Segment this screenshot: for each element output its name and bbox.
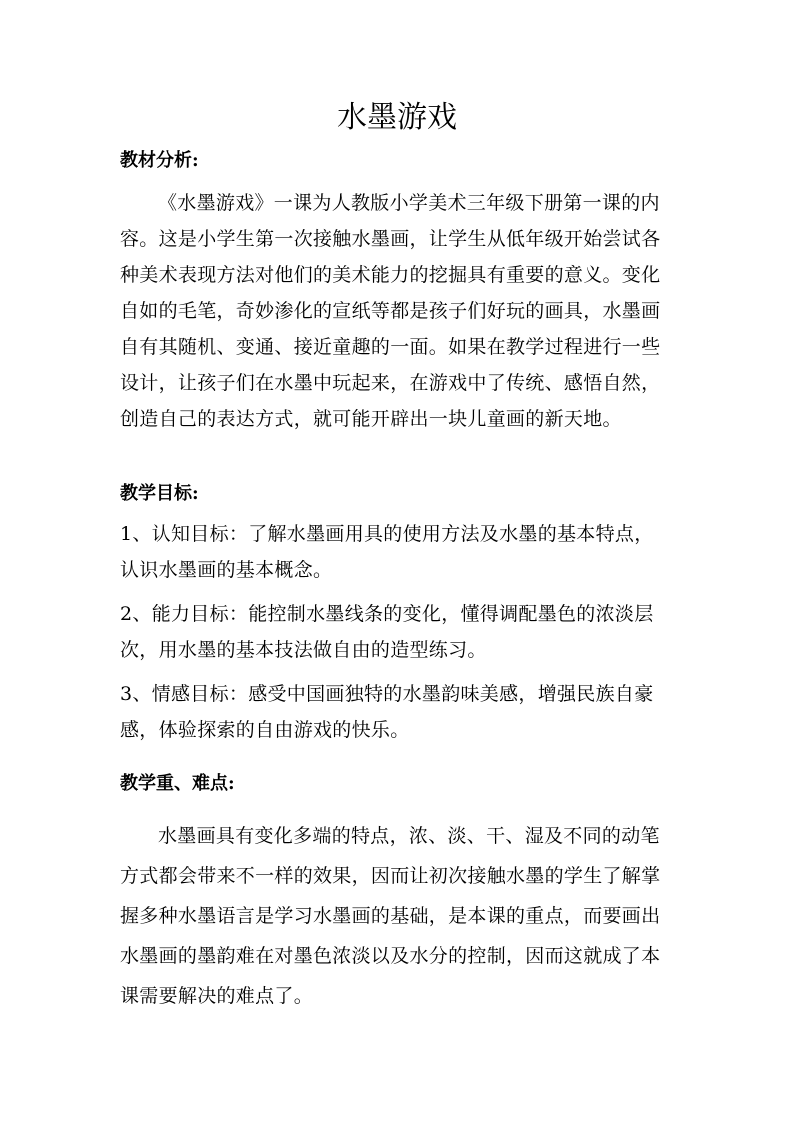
text-line: 次，用水墨的基本技法做自由的造型练习。 (120, 639, 487, 661)
text-line: 自如的毛笔，奇妙渗化的宣纸等都是孩子们好玩的画具，水墨画 (120, 300, 661, 322)
text-line: 设计，让孩子们在水墨中玩起来，在游戏中了传统、感悟自然， (120, 372, 661, 394)
text-line: 水墨画的墨韵难在对墨色浓淡以及水分的控制，因而这就成了本 (120, 945, 661, 967)
text-line: 自有其随机、变通、接近童趣的一面。如果在教学过程进行一些 (120, 336, 661, 358)
text-line: 感，体验探索的自由游戏的快乐。 (120, 719, 410, 741)
text-line: 容。这是小学生第一次接触水墨画，让学生从低年级开始尝试各 (120, 228, 661, 250)
text-line: 方式都会带来不一样的效果，因而让初次接触水墨的学生了解掌 (120, 865, 661, 887)
text-line: 水墨画具有变化多端的特点，浓、淡、干、湿及不同的动笔 (158, 825, 660, 847)
text-line: 课需要解决的难点了。 (120, 985, 314, 1007)
text-line: 《水墨游戏》一课为人教版小学美术三年级下册第一课的内 (158, 192, 660, 214)
section-teaching-goals (120, 476, 680, 748)
section-textbook-analysis (120, 143, 680, 437)
section-heading: 教材分析: (120, 150, 199, 171)
text-line: 2、能力目标：能控制水墨线条的变化，懂得调配墨色的浓淡层 (120, 603, 654, 625)
goal-item (120, 596, 680, 668)
paragraph (120, 185, 680, 437)
section-key-difficult-points (120, 766, 680, 1016)
section-heading: 教学目标: (120, 483, 199, 504)
section-heading: 教学重、难点: (120, 773, 235, 794)
text-line: 种美术表现方法对他们的美术能力的挖掘具有重要的意义。变化 (120, 264, 661, 286)
goal-item (120, 676, 680, 748)
text-line: 认识水墨画的基本概念。 (120, 559, 333, 581)
text-line: 1、认知目标：了解水墨画用具的使用方法及水墨的基本特点， (120, 523, 654, 545)
text-line: 握多种水墨语言是学习水墨画的基础，是本课的重点，而要画出 (120, 905, 661, 927)
text-line: 3、情感目标：感受中国画独特的水墨韵味美感，增强民族自豪 (120, 683, 654, 705)
goal-item (120, 516, 680, 588)
document-title: 水墨游戏 (337, 100, 457, 135)
paragraph (120, 816, 680, 1016)
text-line: 创造自己的表达方式，就可能开辟出一块儿童画的新天地。 (120, 408, 622, 430)
